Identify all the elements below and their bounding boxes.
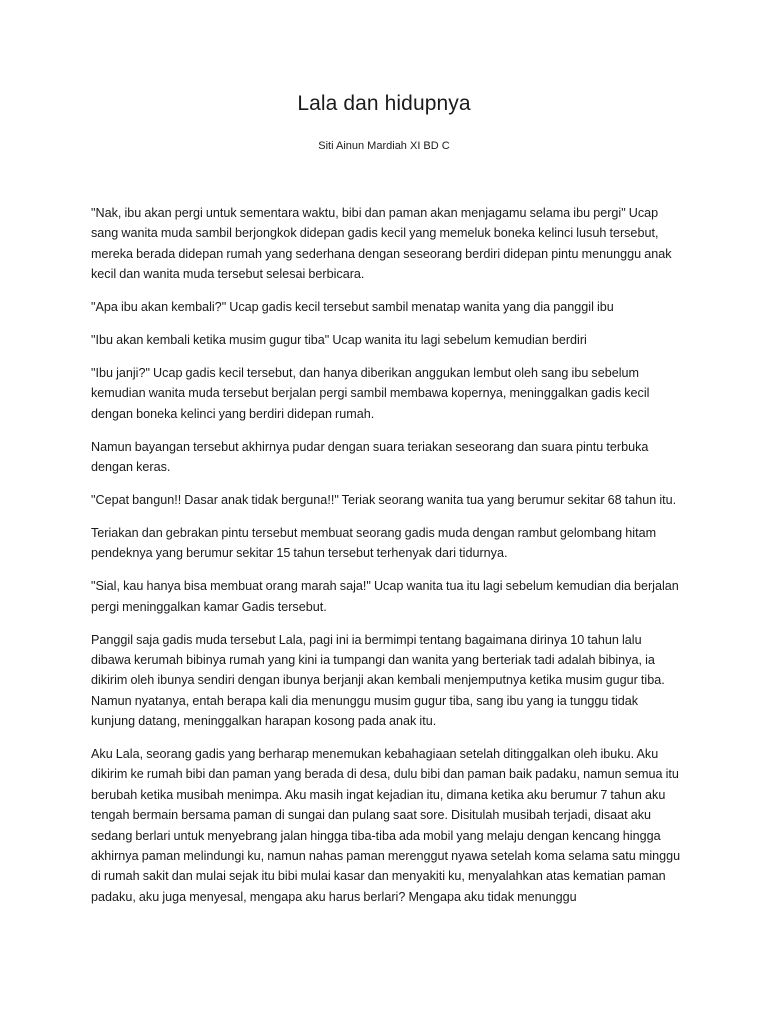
paragraph: "Apa ibu akan kembali?" Ucap gadis kecil tersebut sambil menatap wanita yang dia panggil ibu [91, 300, 614, 315]
paragraph: "Ibu janji?" Ucap gadis kecil tersebut, dan hanya diberikan anggukan lembut oleh sang ibu sebelum kemudian wanita muda tersebut berjalan pergi sambil membawa kopernya, meninggalkan gadis kecil dengan boneka kelinci yang berdiri didepan rumah. [91, 365, 650, 421]
paragraph: "Ibu akan kembali ketika musim gugur tiba" Ucap wanita itu lagi sebelum kemudian berdiri [91, 333, 587, 348]
paragraph: "Cepat bangun!! Dasar anak tidak berguna!!" Teriak seorang wanita tua yang berumur sekitar 68 tahun itu. [91, 492, 677, 507]
document-author: Siti Ainun Mardiah XI BD C [318, 140, 450, 152]
paragraph: Namun bayangan tersebut akhirnya pudar dengan suara teriakan seseorang dan suara pintu terbuka dengan keras. [91, 439, 649, 475]
document-title: Lala dan hidupnya [297, 92, 471, 115]
paragraph: "Sial, kau hanya bisa membuat orang marah saja!" Ucap wanita tua itu lagi sebelum kemudian dia berjalan pergi meninggalkan kamar Gadis tersebut. [91, 579, 679, 614]
paragraph: Aku Lala, seorang gadis yang berharap menemukan kebahagiaan setelah ditinggalkan oleh ibuku. Aku dikirim ke rumah bibi dan paman yang berada di desa, dulu bibi dan paman baik padaku, namun semua itu berubah ketika musibah menimpa. Aku masih ingat kejadian itu, dimana ketika aku berumur 7 tahun aku tengah bermain bersama paman di sungai dan pulang saat sore. Disitulah musibah terjadi, disaat aku sedang berlari untuk menyebrang jalan hingga tiba-tiba ada mobil yang melaju dengan kencang hingga akhirnya paman melindungi ku, namun nahas paman merenggut nyawa setelah koma selama satu minggu di rumah sakit dan mulai sejak itu bibi mulai kasar dan menyakiti ku, menyalahkan atas kematian paman padaku, aku juga menyesal, mengapa aku harus berlari? Mengapa aku tidak menunggu [91, 747, 681, 904]
document-body [91, 203, 683, 920]
paragraph: "Nak, ibu akan pergi untuk sementara waktu, bibi dan paman akan menjagamu selama ibu pergi" Ucap sang wanita muda sambil berjongkok didepan gadis kecil yang memeluk boneka kelinci lusuh tersebut, mereka berada didepan rumah yang sederhana dengan seseorang berdiri didepan pintu menunggu anak kecil dan wanita muda tersebut selesai berbicara. [91, 206, 672, 282]
paragraph: Teriakan dan gebrakan pintu tersebut membuat seorang gadis muda dengan rambut gelombang hitam pendeknya yang berumur sekitar 15 tahun tersebut terhenyak dari tidurnya. [91, 525, 657, 561]
paragraph: Panggil saja gadis muda tersebut Lala, pagi ini ia bermimpi tentang bagaimana dirinya 10 tahun lalu dibawa kerumah bibinya rumah yang kini ia tumpangi dan wanita yang berteriak tadi adalah bibinya, ia dikirim oleh ibunya sendiri dengan ibunya berjanji akan kembali menjemputnya ketika musim gugur tiba. Namun nyatanya, entah berapa kali dia menunggu musim gugur tiba, sang ibu yang ia tunggu tidak kunjung datang, meninggalkan harapan kosong pada anak itu. [91, 632, 665, 729]
